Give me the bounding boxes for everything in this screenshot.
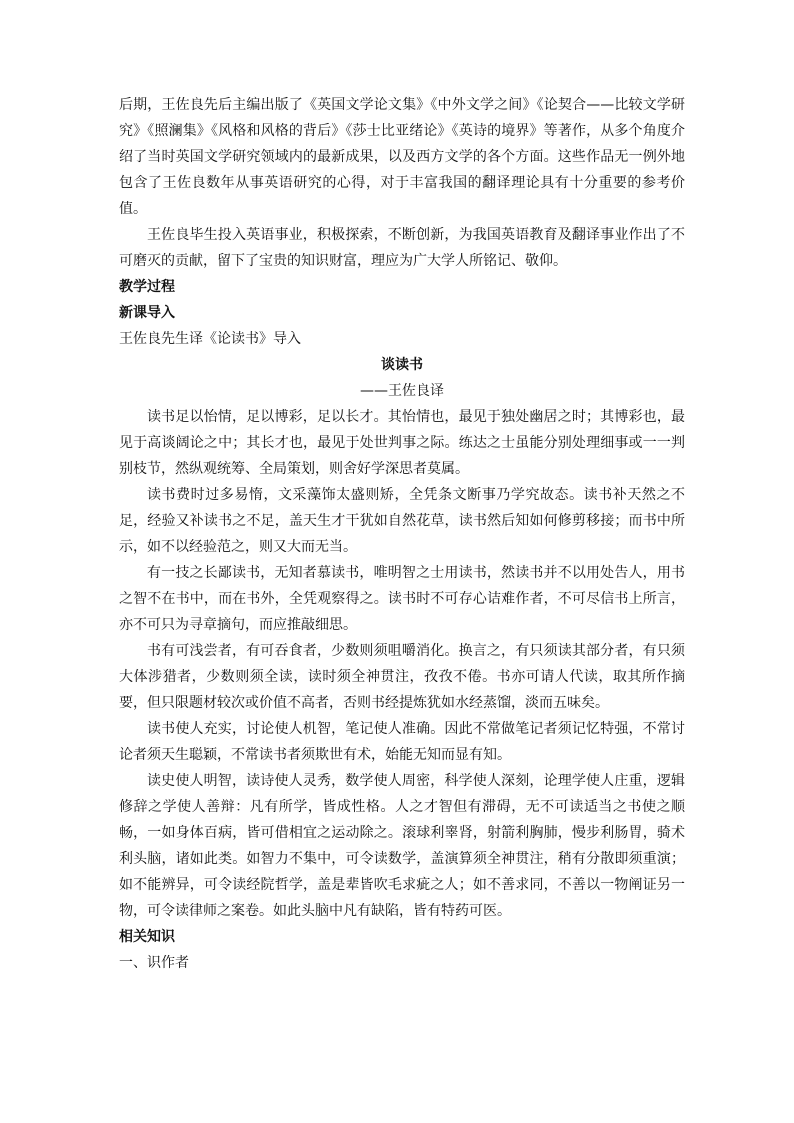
essay-paragraph-1: 读书足以怡情，足以博彩，足以长才。其怡情也，最见于独处幽居之时；其博彩也，最见于高谈阔论之中；其长才也，最见于处世判事之际。练达之士虽能分别处理细事或一一判别枝节，然纵观统筹、全局策划，则舍好学深思者莫属。 bbox=[119, 409, 685, 477]
new-lesson-line: 王佐良先生译《论读书》导入 bbox=[119, 331, 301, 347]
heading-new-lesson: 新课导入 bbox=[119, 305, 175, 321]
essay-paragraph-6: 读史使人明智，读诗使人灵秀，数学使人周密，科学使人深刻，论理学使人庄重，逻辑修辞之学使人善辩：凡有所学，皆成性格。人之才智但有滞碍，无不可读适当之书使之顺畅，一如身体百病，皆可借相宜之运动除之。滚球利睾肾，射箭利胸肺，慢步利肠胃，骑术利头脑，诸如此类。如智力不集中，可令读数学，盖演算须全神贯注，稍有分散即须重演；如不能辨异，可令读经院哲学，盖是辈皆吹毛求疵之人；如不善求同，不善以一物阐证另一物，可令读律师之案卷。如此头脑中凡有缺陷，皆有特药可医。 bbox=[119, 773, 685, 919]
heading-related: 相关知识 bbox=[119, 929, 175, 945]
related-item-1: 一、识作者 bbox=[119, 955, 189, 971]
essay-paragraph-5: 读书使人充实，讨论使人机智，笔记使人准确。因此不常做笔记者须记忆特强，不常讨论者须天生聪颖，不常读书者须欺世有术，始能无知而显有知。 bbox=[119, 721, 685, 763]
intro-paragraph-2: 王佐良毕生投入英语事业，积极探索，不断创新，为我国英语教育及翻译事业作出了不可磨灭的贡献，留下了宝贵的知识财富，理应为广大学人所铭记、敬仰。 bbox=[119, 227, 685, 269]
essay-paragraph-3: 有一技之长鄙读书，无知者慕读书，唯明智之士用读书，然读书并不以用处告人，用书之智不在书中，而在书外，全凭观察得之。读书时不可存心诘难作者，不可尽信书上所言，亦不可只为寻章摘句，而应推敲细思。 bbox=[119, 565, 685, 633]
essay-paragraph-2: 读书费时过多易惰，文采藻饰太盛则矫，全凭条文断事乃学究故态。读书补天然之不足，经验又补读书之不足，盖天生才干犹如自然花草，读书然后知如何修剪移接；而书中所示，如不以经验范之，则又大而无当。 bbox=[119, 487, 685, 555]
heading-teaching-process: 教学过程 bbox=[119, 279, 175, 295]
document-page bbox=[119, 92, 685, 976]
essay-byline: ——王佐良译 bbox=[360, 383, 444, 399]
essay-title: 谈读书 bbox=[381, 357, 423, 373]
intro-paragraph-1: 后期，王佐良先后主编出版了《英国文学论文集》《中外文学之间》《论契合——比较文学研究》《照澜集》《风格和风格的背后》《莎士比亚绪论》《英诗的境界》等著作，从多个角度介绍了当时英国文学研究领域内的最新成果，以及西方文学的各个方面。这些作品无一例外地包含了王佐良数年从事英语研究的心得，对于丰富我国的翻译理论具有十分重要的参考价值。 bbox=[119, 97, 685, 217]
essay-paragraph-4: 书有可浅尝者，有可吞食者，少数则须咀嚼消化。换言之，有只须读其部分者，有只须大体涉猎者，少数则须全读，读时须全神贯注，孜孜不倦。书亦可请人代读，取其所作摘要，但只限题材较次或价值不高者，否则书经提炼犹如水经蒸馏，淡而五味矣。 bbox=[119, 643, 685, 711]
